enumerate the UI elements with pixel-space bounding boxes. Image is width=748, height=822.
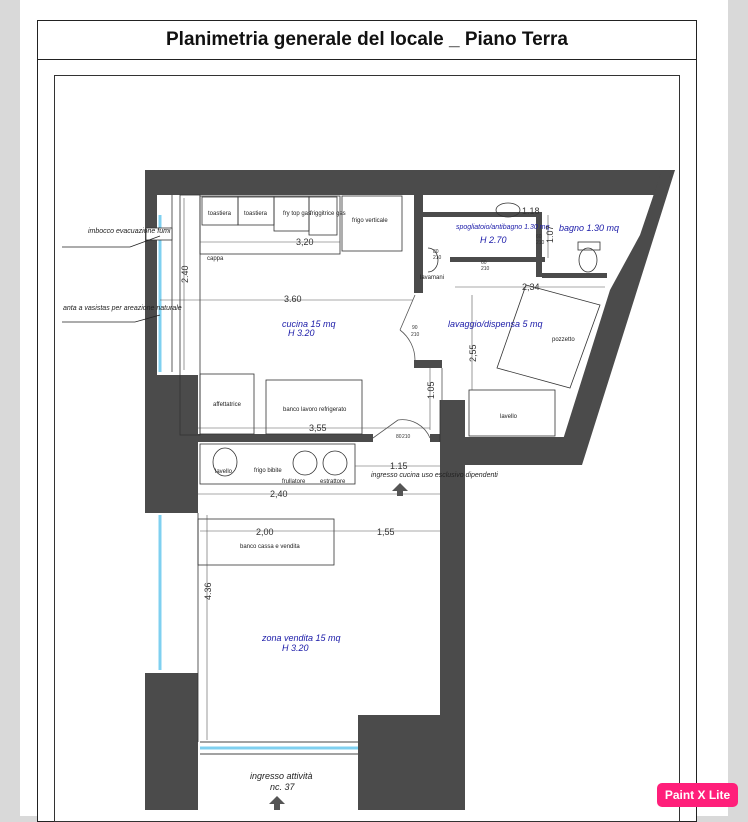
note-imbocco-line1: imbocco evacuazione fumi xyxy=(88,228,171,235)
note-ingresso-attivita: ingresso attività xyxy=(250,771,313,781)
door-4-width: 90 xyxy=(412,325,418,331)
left-wall-upper xyxy=(145,170,157,375)
room-cucina-height: H 3.20 xyxy=(288,328,315,338)
room-lavaggio: lavaggio/dispensa 5 mq xyxy=(448,319,543,329)
door-1-width: 80 xyxy=(433,249,439,255)
right-diagonal-wall xyxy=(555,170,675,465)
label-friggitrice: friggitrice gas xyxy=(310,211,346,217)
label-toastiera-1: toastiera xyxy=(208,211,232,217)
banco-cassa-box xyxy=(198,519,334,565)
paint-x-lite-badge[interactable]: Paint X Lite xyxy=(657,783,738,807)
label-fry-top: fry top gas xyxy=(283,211,312,217)
room-bagno: bagno 1.30 mq xyxy=(559,223,620,233)
label-banco-lavoro: banco lavoro refrigerato xyxy=(283,407,347,413)
dim-3-60: 3.60 xyxy=(284,294,302,304)
label-lavello: lavello xyxy=(500,414,518,420)
dim-2-40-horizontal: 2,40 xyxy=(270,489,288,499)
main-entrance-arrow xyxy=(269,796,285,810)
room-vendita: zona vendita 15 mq xyxy=(262,633,341,643)
door-2-height: 210 xyxy=(481,266,490,272)
door-1-height: 210 xyxy=(433,255,442,261)
note-anta: anta a vasistas per areazione naturale xyxy=(63,305,182,312)
room-spogliatoio-height: H 2.70 xyxy=(480,235,507,245)
right-bottom-wall xyxy=(463,437,582,465)
label-lavello-2: lavello xyxy=(215,469,233,475)
bagno-bottom-wall xyxy=(542,273,607,278)
dim-2-34: 2,34 xyxy=(522,282,540,292)
dim-1-55: 1,55 xyxy=(377,527,395,537)
dim-4-36: 4.36 xyxy=(203,582,213,600)
door-3-height: 210 xyxy=(536,240,545,246)
dim-2-55: 2,55 xyxy=(468,344,478,362)
room-vendita-height: H 3.20 xyxy=(282,643,309,653)
label-frigo-verticale: frigo verticale xyxy=(352,218,388,224)
frigo-bibite-box xyxy=(200,444,355,484)
spogliatoio-bottom-wall xyxy=(450,257,545,262)
left-pillar-middle xyxy=(145,375,198,513)
drawing-title: Planimetria generale del locale _ Piano Terra xyxy=(166,29,568,50)
lavello-box xyxy=(469,390,555,436)
label-frullatore: frullatore xyxy=(282,479,306,485)
door-5-width: 80 xyxy=(396,434,402,440)
dim-1-15: 1.15 xyxy=(390,461,408,471)
label-affettatrice: affettatrice xyxy=(213,402,241,408)
label-pozzetto: pozzetto xyxy=(552,337,575,343)
label-lavamani: lavamani xyxy=(420,275,445,281)
room-spogliatoio: spogliatoio/antibagno 1.30 mq xyxy=(456,224,550,231)
label-banco-cassa: banco cassa e vendita xyxy=(240,544,300,550)
door-2-width: 60 xyxy=(481,260,487,266)
dim-1-05: 1.05 xyxy=(426,381,436,399)
dim-3-20: 3,20 xyxy=(296,237,314,247)
label-frigo-bibite: frigo bibite xyxy=(254,468,282,474)
kitchen-bottom-wall xyxy=(198,434,373,442)
room-cucina: cucina 15 mq xyxy=(282,319,336,329)
door-5-height: 210 xyxy=(402,434,411,440)
dim-2-40-vertical: 2.40 xyxy=(180,265,190,283)
bottom-right-block xyxy=(358,715,465,810)
dim-3-55: 3,55 xyxy=(309,423,327,433)
label-estrattore: estrattore xyxy=(320,479,346,485)
dim-2-00: 2,00 xyxy=(256,527,274,537)
label-cappa: cappa xyxy=(207,256,224,262)
dim-1-18: 1.18 xyxy=(522,206,540,216)
top-wall xyxy=(145,170,675,195)
label-toastiera-2: toastiera xyxy=(244,211,268,217)
dim-1-07: 1.07 xyxy=(545,225,555,243)
sales-right-wall xyxy=(440,400,465,715)
equipment-outlines xyxy=(172,195,600,742)
left-pillar-bottom xyxy=(145,673,198,810)
door-3-width: 60 xyxy=(536,234,542,240)
door-4-height: 210 xyxy=(411,332,420,338)
note-ingresso-cucina: ingresso cucina uso esclusivo dipendenti xyxy=(371,472,498,479)
note-civico: nc. 37 xyxy=(270,782,295,792)
lavaggio-door-jamb xyxy=(414,360,442,368)
